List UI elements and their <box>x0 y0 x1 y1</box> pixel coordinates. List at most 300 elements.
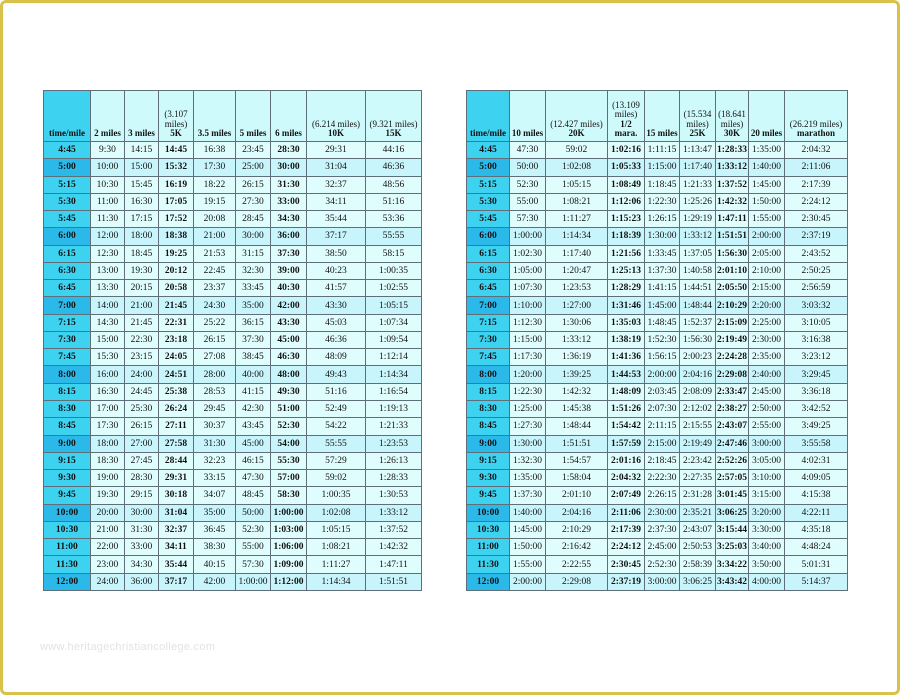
table-row <box>44 383 422 400</box>
time-cell: 22:31 <box>159 314 194 331</box>
time-cell: 1:06:00 <box>271 539 307 556</box>
time-cell: 1:33:12 <box>366 504 422 521</box>
pace-cell: 11:00 <box>467 539 510 556</box>
time-cell: 1:44:53 <box>608 366 645 383</box>
time-cell: 36:15 <box>236 314 271 331</box>
table-row <box>44 159 422 176</box>
pace-cell: 8:45 <box>467 418 510 435</box>
time-cell: 23:45 <box>236 142 271 159</box>
time-cell: 29:31 <box>159 470 194 487</box>
time-cell: 34:11 <box>159 539 194 556</box>
column-header-label: 3.5 miles <box>197 128 232 139</box>
time-cell: 2:24:12 <box>608 539 645 556</box>
time-cell: 2:30:45 <box>608 556 645 573</box>
pace-cell: 5:45 <box>467 211 510 228</box>
table-row <box>467 280 848 297</box>
column-header <box>785 91 848 142</box>
time-cell: 22:00 <box>91 539 125 556</box>
time-cell: 25:38 <box>159 383 194 400</box>
time-cell: 33:00 <box>125 539 159 556</box>
time-cell: 33:45 <box>236 280 271 297</box>
time-cell: 2:00:00 <box>510 573 546 590</box>
table-row <box>467 193 848 210</box>
time-cell: 13:30 <box>91 280 125 297</box>
time-cell: 1:55:00 <box>510 556 546 573</box>
time-cell: 2:30:00 <box>645 504 680 521</box>
time-cell: 31:30 <box>194 435 236 452</box>
table-row <box>467 211 848 228</box>
column-header-distance: (3.107 miles) <box>164 109 188 129</box>
time-cell: 18:00 <box>91 435 125 452</box>
time-cell: 1:28:29 <box>608 280 645 297</box>
time-cell: 1:37:30 <box>645 262 680 279</box>
table-row <box>467 487 848 504</box>
time-cell: 2:57:05 <box>716 470 749 487</box>
table-row <box>44 400 422 417</box>
time-cell: 2:30:45 <box>785 211 848 228</box>
time-cell: 1:18:39 <box>608 228 645 245</box>
time-cell: 2:40:00 <box>749 366 785 383</box>
column-header <box>125 91 159 142</box>
time-cell: 10:30 <box>91 176 125 193</box>
table-row <box>44 539 422 556</box>
pace-cell: 6:30 <box>467 262 510 279</box>
table-row <box>467 504 848 521</box>
pace-cell: 8:45 <box>44 418 91 435</box>
time-cell: 23:00 <box>91 556 125 573</box>
time-cell: 2:50:53 <box>680 539 716 556</box>
time-cell: 45:00 <box>236 435 271 452</box>
time-cell: 2:04:32 <box>785 142 848 159</box>
time-cell: 46:36 <box>366 159 422 176</box>
time-cell: 1:00:00 <box>236 573 271 590</box>
time-cell: 3:43:42 <box>716 573 749 590</box>
time-cell: 2:00:00 <box>749 228 785 245</box>
time-cell: 41:15 <box>236 383 271 400</box>
time-cell: 4:09:05 <box>785 470 848 487</box>
pace-cell: 5:15 <box>44 176 91 193</box>
pace-cell: 4:45 <box>467 142 510 159</box>
time-cell: 38:50 <box>307 245 366 262</box>
table-row <box>467 331 848 348</box>
pace-cell: 9:30 <box>44 470 91 487</box>
time-cell: 1:13:47 <box>680 142 716 159</box>
time-cell: 29:15 <box>125 487 159 504</box>
time-cell: 2:16:42 <box>546 539 608 556</box>
time-cell: 1:36:19 <box>546 349 608 366</box>
time-cell: 1:19:13 <box>366 400 422 417</box>
time-cell: 17:05 <box>159 193 194 210</box>
time-cell: 17:52 <box>159 211 194 228</box>
time-cell: 58:15 <box>366 245 422 262</box>
time-cell: 1:25:13 <box>608 262 645 279</box>
time-cell: 1:55:00 <box>749 211 785 228</box>
time-cell: 14:30 <box>91 314 125 331</box>
time-cell: 33:15 <box>194 470 236 487</box>
time-cell: 16:30 <box>91 383 125 400</box>
column-header-label: 2 miles <box>94 128 121 139</box>
time-cell: 1:21:56 <box>608 245 645 262</box>
time-cell: 55:00 <box>236 539 271 556</box>
pace-cell: 7:00 <box>44 297 91 314</box>
time-cell: 1:54:57 <box>546 452 608 469</box>
time-cell: 1:38:19 <box>608 331 645 348</box>
time-cell: 51:00 <box>271 400 307 417</box>
time-cell: 1:08:49 <box>608 176 645 193</box>
time-cell: 1:58:04 <box>546 470 608 487</box>
table-row <box>44 297 422 314</box>
time-cell: 1:48:44 <box>546 418 608 435</box>
time-cell: 1:00:35 <box>366 262 422 279</box>
time-cell: 29:45 <box>194 400 236 417</box>
time-cell: 4:48:24 <box>785 539 848 556</box>
time-cell: 2:25:00 <box>749 314 785 331</box>
pace-cell: 6:00 <box>467 228 510 245</box>
time-cell: 30:37 <box>194 418 236 435</box>
table-row <box>44 349 422 366</box>
time-cell: 34:11 <box>307 193 366 210</box>
time-cell: 1:30:06 <box>546 314 608 331</box>
time-cell: 1:45:00 <box>749 176 785 193</box>
time-cell: 58:30 <box>271 487 307 504</box>
time-cell: 3:01:45 <box>716 487 749 504</box>
time-cell: 1:05:00 <box>510 262 546 279</box>
time-cell: 1:20:47 <box>546 262 608 279</box>
time-cell: 1:12:30 <box>510 314 546 331</box>
time-cell: 2:37:30 <box>645 521 680 538</box>
time-cell: 32:37 <box>307 176 366 193</box>
time-cell: 41:57 <box>307 280 366 297</box>
time-cell: 2:12:02 <box>680 400 716 417</box>
time-cell: 1:23:53 <box>546 280 608 297</box>
pace-cell: 7:15 <box>44 314 91 331</box>
time-cell: 1:17:40 <box>680 159 716 176</box>
time-cell: 1:07:34 <box>366 314 422 331</box>
time-cell: 2:37:19 <box>785 228 848 245</box>
time-cell: 1:37:05 <box>680 245 716 262</box>
time-cell: 3:03:32 <box>785 297 848 314</box>
time-cell: 1:44:51 <box>680 280 716 297</box>
time-cell: 2:20:00 <box>749 297 785 314</box>
time-cell: 31:04 <box>159 504 194 521</box>
time-cell: 1:50:00 <box>510 539 546 556</box>
pace-cell: 6:45 <box>467 280 510 297</box>
time-cell: 49:30 <box>271 383 307 400</box>
time-cell: 1:51:26 <box>608 400 645 417</box>
pace-cell: 5:15 <box>467 176 510 193</box>
time-cell: 1:35:00 <box>749 142 785 159</box>
time-cell: 3:34:22 <box>716 556 749 573</box>
column-header-label: 3 miles <box>128 128 155 139</box>
time-cell: 2:11:06 <box>608 504 645 521</box>
column-header <box>91 91 125 142</box>
time-cell: 17:00 <box>91 400 125 417</box>
header-row <box>44 91 422 142</box>
column-header-label: 1/2 mara. <box>614 118 638 139</box>
time-cell: 35:44 <box>307 211 366 228</box>
time-cell: 46:30 <box>271 349 307 366</box>
time-cell: 3:06:25 <box>716 504 749 521</box>
time-cell: 1:30:53 <box>366 487 422 504</box>
time-cell: 2:11:06 <box>785 159 848 176</box>
time-cell: 1:27:00 <box>546 297 608 314</box>
time-cell: 28:44 <box>159 452 194 469</box>
time-cell: 1:40:00 <box>510 504 546 521</box>
time-cell: 27:45 <box>125 452 159 469</box>
time-cell: 26:15 <box>236 176 271 193</box>
time-cell: 2:31:28 <box>680 487 716 504</box>
table-row <box>467 245 848 262</box>
time-cell: 1:12:06 <box>608 193 645 210</box>
time-cell: 52:49 <box>307 400 366 417</box>
column-header-distance: (15.534 miles) <box>683 109 712 129</box>
time-cell: 32:23 <box>194 452 236 469</box>
time-cell: 3:05:00 <box>749 452 785 469</box>
column-header-label: 15 miles <box>646 128 678 139</box>
time-cell: 1:26:13 <box>366 452 422 469</box>
time-cell: 18:30 <box>91 452 125 469</box>
time-cell: 1:12:14 <box>366 349 422 366</box>
time-cell: 46:15 <box>236 452 271 469</box>
time-cell: 1:02:16 <box>608 142 645 159</box>
time-cell: 37:17 <box>159 573 194 590</box>
time-cell: 53:36 <box>366 211 422 228</box>
column-header-label: 10 miles <box>511 128 544 139</box>
time-cell: 1:09:54 <box>366 331 422 348</box>
time-cell: 27:11 <box>159 418 194 435</box>
time-cell: 1:42:32 <box>716 193 749 210</box>
time-cell: 42:00 <box>194 573 236 590</box>
time-cell: 57:30 <box>510 211 546 228</box>
column-header-distance: (18.641 miles) <box>718 109 746 129</box>
time-cell: 2:08:09 <box>680 383 716 400</box>
time-cell: 2:24:28 <box>716 349 749 366</box>
table-row <box>44 193 422 210</box>
time-cell: 23:18 <box>159 331 194 348</box>
table-row <box>44 521 422 538</box>
time-cell: 3:15:00 <box>749 487 785 504</box>
time-cell: 20:58 <box>159 280 194 297</box>
time-cell: 3:36:18 <box>785 383 848 400</box>
column-header-label: time/mile <box>470 128 506 139</box>
time-cell: 2:52:26 <box>716 452 749 469</box>
time-cell: 1:28:33 <box>366 470 422 487</box>
time-cell: 1:18:45 <box>645 176 680 193</box>
time-cell: 2:45:00 <box>645 539 680 556</box>
column-header <box>680 91 716 142</box>
time-cell: 1:51:51 <box>366 573 422 590</box>
time-cell: 1:05:15 <box>546 176 608 193</box>
time-cell: 2:55:00 <box>749 418 785 435</box>
pace-cell: 5:45 <box>44 211 91 228</box>
time-cell: 1:10:00 <box>510 297 546 314</box>
time-cell: 2:07:49 <box>608 487 645 504</box>
table-row <box>467 539 848 556</box>
time-cell: 3:55:58 <box>785 435 848 452</box>
time-cell: 27:30 <box>236 193 271 210</box>
table-row <box>44 331 422 348</box>
time-cell: 1:21:33 <box>366 418 422 435</box>
time-cell: 1:37:52 <box>366 521 422 538</box>
time-cell: 3:20:00 <box>749 504 785 521</box>
pace-cell: 7:00 <box>467 297 510 314</box>
time-cell: 1:08:21 <box>307 539 366 556</box>
time-cell: 1:50:00 <box>749 193 785 210</box>
time-cell: 52:30 <box>271 418 307 435</box>
time-cell: 19:15 <box>194 193 236 210</box>
time-cell: 1:45:38 <box>546 400 608 417</box>
pace-table-long-distances <box>466 90 848 591</box>
time-cell: 21:00 <box>194 228 236 245</box>
time-cell: 35:00 <box>236 297 271 314</box>
time-cell: 1:22:30 <box>510 383 546 400</box>
time-cell: 55:55 <box>366 228 422 245</box>
time-cell: 2:35:21 <box>680 504 716 521</box>
time-cell: 2:05:50 <box>716 280 749 297</box>
time-cell: 2:03:45 <box>645 383 680 400</box>
time-cell: 25:30 <box>125 400 159 417</box>
time-cell: 1:26:15 <box>645 211 680 228</box>
table-row <box>467 262 848 279</box>
time-cell: 47:30 <box>236 470 271 487</box>
time-cell: 1:48:44 <box>680 297 716 314</box>
time-cell: 2:00:00 <box>645 366 680 383</box>
time-cell: 1:52:30 <box>645 331 680 348</box>
pace-cell: 10:30 <box>44 521 91 538</box>
time-cell: 22:30 <box>125 331 159 348</box>
time-cell: 18:45 <box>125 245 159 262</box>
time-cell: 2:18:45 <box>645 452 680 469</box>
time-cell: 2:01:10 <box>546 487 608 504</box>
header-row <box>467 91 848 142</box>
time-cell: 25:22 <box>194 314 236 331</box>
pace-cell: 8:00 <box>44 366 91 383</box>
pace-cell: 9:30 <box>467 470 510 487</box>
time-cell: 1:02:55 <box>366 280 422 297</box>
pace-cell: 11:30 <box>467 556 510 573</box>
column-header-label: 15K <box>385 128 402 139</box>
time-cell: 18:38 <box>159 228 194 245</box>
time-cell: 1:56:30 <box>680 331 716 348</box>
time-cell: 19:30 <box>91 487 125 504</box>
time-cell: 1:39:25 <box>546 366 608 383</box>
time-cell: 2:15:00 <box>749 280 785 297</box>
time-cell: 24:00 <box>125 366 159 383</box>
time-cell: 34:30 <box>271 211 307 228</box>
time-cell: 2:45:00 <box>749 383 785 400</box>
time-cell: 2:10:29 <box>546 521 608 538</box>
time-cell: 1:35:03 <box>608 314 645 331</box>
time-cell: 15:30 <box>91 349 125 366</box>
time-cell: 21:45 <box>125 314 159 331</box>
time-cell: 2:27:35 <box>680 470 716 487</box>
time-cell: 24:00 <box>91 573 125 590</box>
column-header-distance: (9.321 miles) <box>369 118 418 129</box>
pace-cell: 7:15 <box>467 314 510 331</box>
time-cell: 50:00 <box>510 159 546 176</box>
time-cell: 16:00 <box>91 366 125 383</box>
time-cell: 1:03:00 <box>271 521 307 538</box>
column-header <box>271 91 307 142</box>
time-cell: 35:44 <box>159 556 194 573</box>
time-cell: 5:01:31 <box>785 556 848 573</box>
time-cell: 1:28:33 <box>716 142 749 159</box>
time-cell: 52:30 <box>510 176 546 193</box>
time-cell: 2:43:07 <box>680 521 716 538</box>
table-row <box>467 400 848 417</box>
time-cell: 59:02 <box>307 470 366 487</box>
time-cell: 15:00 <box>125 159 159 176</box>
pace-cell: 10:00 <box>467 504 510 521</box>
pace-cell: 12:00 <box>44 573 91 590</box>
time-cell: 51:16 <box>307 383 366 400</box>
time-cell: 1:20:00 <box>510 366 546 383</box>
time-cell: 3:00:00 <box>645 573 680 590</box>
time-cell: 1:15:23 <box>608 211 645 228</box>
time-cell: 1:56:15 <box>645 349 680 366</box>
pace-cell: 10:30 <box>467 521 510 538</box>
pace-cell: 9:00 <box>44 435 91 452</box>
column-header <box>307 91 366 142</box>
time-cell: 24:51 <box>159 366 194 383</box>
time-cell: 45:00 <box>271 331 307 348</box>
table-row <box>44 470 422 487</box>
time-cell: 1:21:33 <box>680 176 716 193</box>
time-cell: 1:30:00 <box>510 435 546 452</box>
column-header <box>236 91 271 142</box>
time-cell: 3:30:00 <box>749 521 785 538</box>
time-cell: 2:00:23 <box>680 349 716 366</box>
pace-cell: 8:30 <box>44 400 91 417</box>
time-cell: 44:16 <box>366 142 422 159</box>
time-cell: 1:47:11 <box>716 211 749 228</box>
time-cell: 1:45:00 <box>645 297 680 314</box>
time-cell: 28:53 <box>194 383 236 400</box>
time-cell: 2:04:16 <box>546 504 608 521</box>
time-cell: 3:00:00 <box>749 435 785 452</box>
table-row <box>467 418 848 435</box>
time-cell: 11:30 <box>91 211 125 228</box>
time-cell: 2:56:59 <box>785 280 848 297</box>
pace-cell: 4:45 <box>44 142 91 159</box>
time-cell: 1:14:34 <box>366 366 422 383</box>
time-cell: 1:05:15 <box>307 521 366 538</box>
time-cell: 30:00 <box>125 504 159 521</box>
time-cell: 15:32 <box>159 159 194 176</box>
time-cell: 51:16 <box>366 193 422 210</box>
table-row <box>44 176 422 193</box>
pace-cell: 5:30 <box>44 193 91 210</box>
time-cell: 54:00 <box>271 435 307 452</box>
time-cell: 35:00 <box>194 504 236 521</box>
table-row <box>44 418 422 435</box>
time-cell: 1:41:15 <box>645 280 680 297</box>
table-row <box>467 470 848 487</box>
time-cell: 1:29:19 <box>680 211 716 228</box>
time-cell: 17:15 <box>125 211 159 228</box>
time-cell: 2:26:15 <box>645 487 680 504</box>
table-row <box>44 452 422 469</box>
time-cell: 16:38 <box>194 142 236 159</box>
time-cell: 11:00 <box>91 193 125 210</box>
table-row <box>467 159 848 176</box>
time-cell: 3:15:44 <box>716 521 749 538</box>
time-cell: 1:42:32 <box>546 383 608 400</box>
time-cell: 1:33:12 <box>680 228 716 245</box>
time-cell: 2:10:29 <box>716 297 749 314</box>
time-cell: 36:00 <box>271 228 307 245</box>
time-cell: 4:22:11 <box>785 504 848 521</box>
